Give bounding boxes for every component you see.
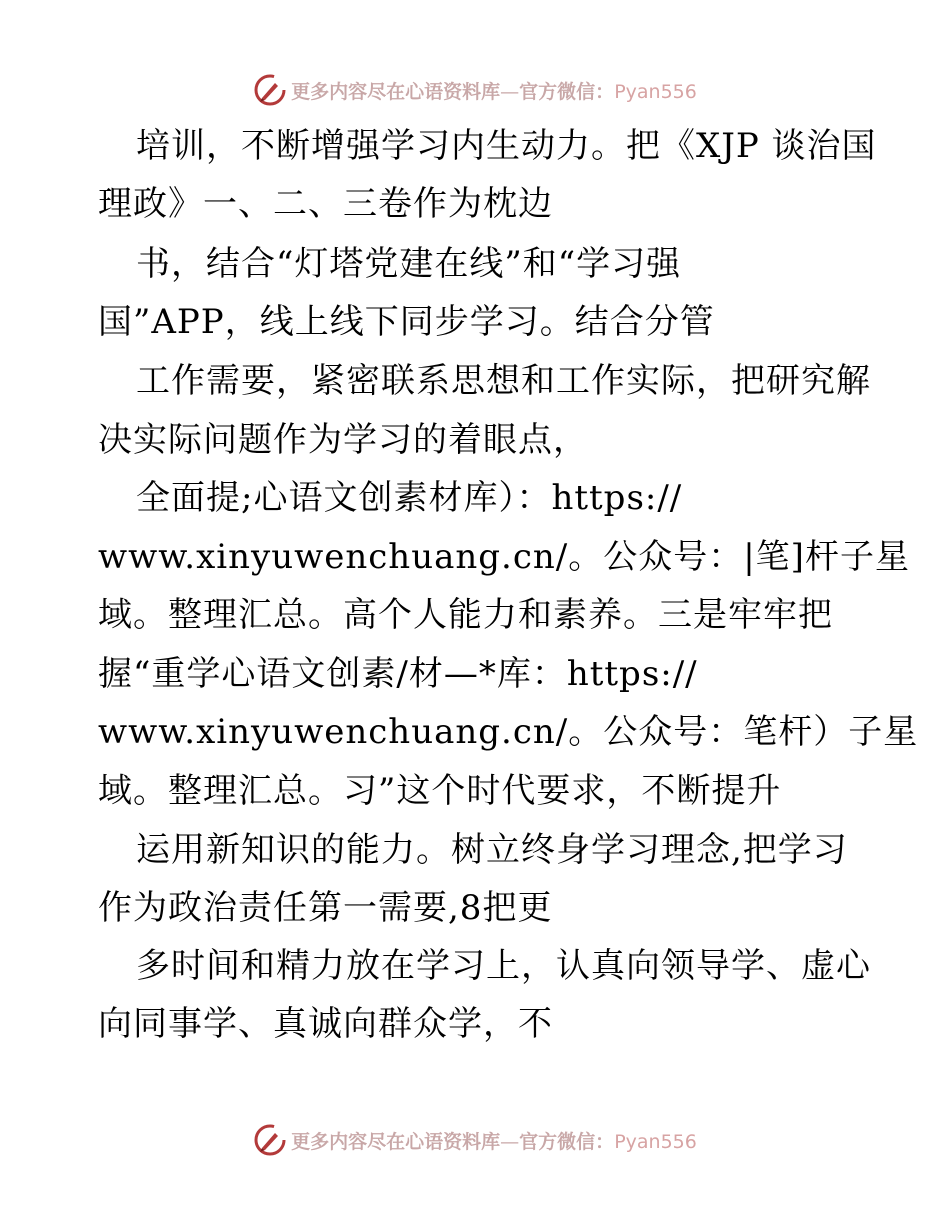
body-line: 决实际问题作为学习的着眼点，: [98, 420, 588, 460]
header-text: [291, 77, 697, 104]
footer-separator: —: [500, 1130, 520, 1153]
body-line: 域。整理汇总。高个人能力和素养。三是牢牢把: [98, 595, 833, 635]
footer-text: [291, 1127, 697, 1154]
body-line: 国”APP，线上线下同步学习。结合分管: [98, 302, 715, 342]
body-line: 握“重学心语文创素/材—*库：https://: [98, 654, 698, 694]
body-line: www.xinyuwenchuang.cn/。公众号：笔杆）子星: [98, 712, 919, 752]
body-line: 工作需要，紧密联系思想和工作实际，把研究解: [136, 361, 871, 401]
header-wechat-label: 官方微信：: [519, 80, 615, 103]
body-line: 全面提;心语文创素材库）：https://: [136, 478, 683, 518]
header-banner: [0, 70, 950, 110]
footer-banner: [0, 1120, 950, 1160]
footer-slogan: 更多内容尽在心语资料库: [291, 1130, 501, 1153]
header-wechat-id: Pyan556: [614, 80, 697, 103]
pen-circle-icon: [253, 1123, 287, 1157]
body-line: 书，结合“灯塔党建在线”和“学习强: [136, 244, 682, 284]
body-line: 向同事学、真诚向群众学，不: [98, 1004, 553, 1044]
pen-circle-icon: [253, 73, 287, 107]
body-line: 作为政治责任第一需要,8把更: [98, 888, 553, 928]
body-line: 多时间和精力放在学习上，认真向领导学、虚心: [136, 946, 871, 986]
footer-wechat-label: 官方微信：: [519, 1130, 615, 1153]
footer-wechat-id: Pyan556: [614, 1130, 697, 1153]
header-separator: —: [500, 80, 520, 103]
body-line: www.xinyuwenchuang.cn/。公众号：|笔]杆子星: [98, 537, 910, 577]
body-line: 域。整理汇总。习”这个时代要求，不断提升: [98, 771, 782, 811]
header-slogan: 更多内容尽在心语资料库: [291, 80, 501, 103]
body-line: 培训，不断增强学习内生动力。把《XJP 谈治国: [136, 126, 877, 166]
body-line: 理政》一、二、三卷作为枕边: [98, 184, 553, 224]
body-line: 运用新知识的能力。树立终身学习理念,把学习: [136, 830, 848, 870]
